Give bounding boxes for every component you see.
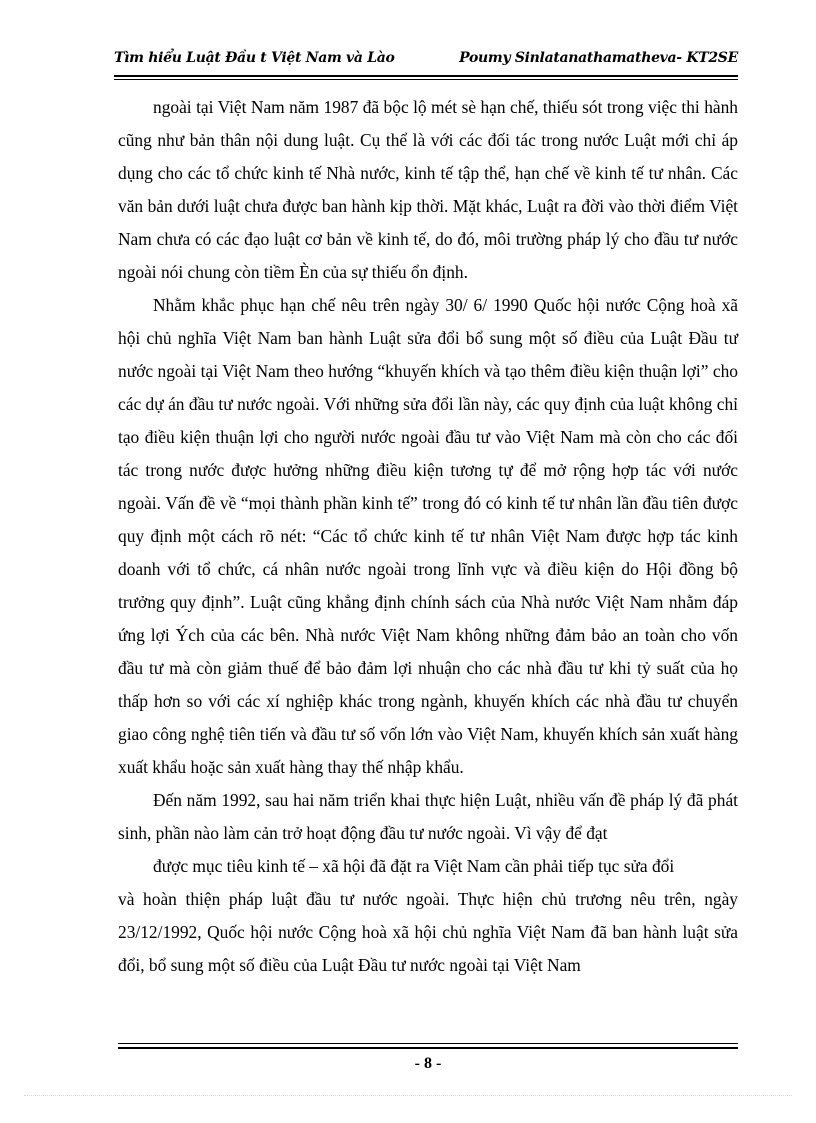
footer-rule-thin: [118, 1043, 738, 1044]
paragraph-1: ngoài tại Việt Nam năm 1987 đã bộc lộ mét sè hạn chế, thiếu sót trong việc thi hành cũng như bản thân nội dung luật. Cụ thể là với các đối tác trong nước Luật mới chỉ áp dụng cho các tổ chức kinh tế Nhà nước, kinh tế tập thể, hạn chế về kinh tế tư nhân. Các văn bản dưới luật chưa được ban hành kịp thời. Mặt khác, Luật ra đời vào thời điểm Việt Nam chưa có các đạo luật cơ bản về kinh tế, do đó, môi trường pháp lý cho đầu tư nước ngoài nói chung còn tiềm Èn của sự thiếu ổn định.: [118, 97, 738, 282]
page-number: - 8 -: [414, 1055, 442, 1072]
paragraph-4-continuation: và hoàn thiện pháp luật đầu tư nước ngoài. Thực hiện chủ trương nêu trên, ngày 23/12/1992, Quốc hội nước Cộng hoà xã hội chủ nghĩa Việt Nam đã ban hành luật sửa đổi, bổ sung một số điều của Luật Đầu tư nước ngoài tại Việt Nam: [118, 889, 738, 975]
paragraph-3: Đến năm 1992, sau hai năm triển khai thực hiện Luật, nhiều vấn đề pháp lý đã phát sinh, phần nào làm cản trở hoạt động đầu tư nước ngoài. Vì vậy để đạt: [118, 790, 738, 843]
page-bottom-dotted-line: [24, 1095, 792, 1096]
footer-rule-thick: [118, 1047, 738, 1049]
header-author: Poumy Sinlatanathamatheva- KT2SE: [459, 50, 738, 66]
body-text: [118, 91, 738, 982]
header-rule-thin: [114, 79, 738, 80]
paragraph-4-first-line: được mục tiêu kinh tế – xã hội đã đặt ra Việt Nam cần phải tiếp tục sửa đổi: [153, 856, 675, 876]
paragraph-2: Nhằm khắc phục hạn chế nêu trên ngày 30/ 6/ 1990 Quốc hội nước Cộng hoà xã hội chủ nghĩa Việt Nam ban hành Luật sửa đổi bổ sung một số điều của Luật Đầu tư nước ngoài tại Việt Nam theo hướng “khuyến khích và tạo thêm điều kiện thuận lợi” cho các dự án đầu tư nước ngoài. Với những sửa đổi lần này, các quy định của luật không chỉ tạo điều kiện thuận lợi cho người nước ngoài đầu tư vào Việt Nam mà còn cho các đối tác trong nước được hưởng những điều kiện tương tự để mở rộng hợp tác với nước ngoài. Vấn đề về “mọi thành phần kinh tế” trong đó có kinh tế tư nhân lần đầu tiên được quy định một cách rõ nét: “Các tổ chức kinh tế tư nhân Việt Nam được hợp tác kinh doanh với tổ chức, cá nhân nước ngoài trong lĩnh vực và điều kiện do Hội đồng bộ trưởng quy định”. Luật cũng khẳng định chính sách của Nhà nước Việt Nam nhằm đáp ứng lợi Ých của các bên. Nhà nước Việt Nam không những đảm bảo an toàn cho vốn đầu tư mà còn giảm thuế để bảo đảm lợi nhuận cho các nhà đầu tư khi tỷ suất của họ thấp hơn so với các xí nghiệp khác trong ngành, khuyến khích các nhà đầu tư chuyển giao công nghệ tiên tiến và đầu tư số vốn lớn vào Việt Nam, khuyến khích sản xuất hàng xuất khẩu hoặc sản xuất hàng thay thế nhập khẩu.: [118, 295, 738, 777]
header-title: Tìm hiểu Luật Đầu t Việt Nam và Lào: [114, 50, 395, 66]
running-header: [114, 48, 738, 72]
header-rule-thick: [114, 75, 738, 77]
